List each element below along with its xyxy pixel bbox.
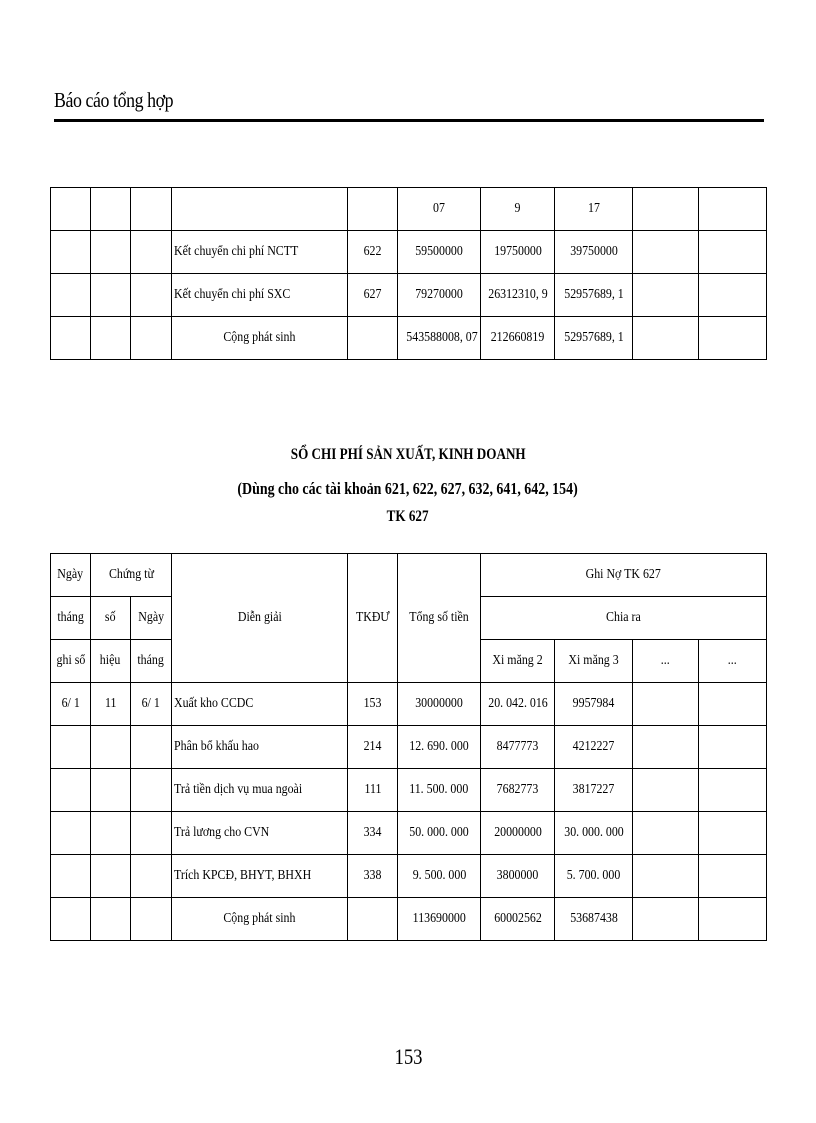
table-cell (91, 855, 131, 898)
table-cell: 212660819 (481, 317, 555, 360)
table-cell (633, 188, 699, 231)
table-cell: 59500000 (398, 231, 481, 274)
table-cell (699, 726, 767, 769)
col-chia-ra: Chia ra (481, 597, 767, 640)
table-cell: 3817227 (555, 769, 633, 812)
table-cell: 20. 042. 016 (481, 683, 555, 726)
table-cell (91, 231, 131, 274)
table-cell (51, 769, 91, 812)
table-cell: 79270000 (398, 274, 481, 317)
table-cell (348, 188, 398, 231)
table-cell: 6/ 1 (131, 683, 172, 726)
table-cell: Cộng phát sinh (172, 317, 348, 360)
col-ghi-no: Ghi Nợ TK 627 (481, 554, 767, 597)
col-ngay2-line2: tháng (131, 640, 172, 683)
table-cell (131, 317, 172, 360)
table-cell: 39750000 (555, 231, 633, 274)
table-cell: 214 (348, 726, 398, 769)
table-row (51, 683, 767, 726)
table-cell (633, 855, 699, 898)
ledger-table (50, 553, 767, 941)
table-cell: 11. 500. 000 (398, 769, 481, 812)
col-ngay-line2: tháng (51, 597, 91, 640)
table-cell: 543588008, 07 (398, 317, 481, 360)
table-cell: 6/ 1 (51, 683, 91, 726)
table-cell: 11 (91, 683, 131, 726)
table-cell (51, 188, 91, 231)
table-cell (91, 726, 131, 769)
table-cell (699, 812, 767, 855)
table-cell: Xuất kho CCDC (172, 683, 348, 726)
table-cell (633, 274, 699, 317)
table-cell: 60002562 (481, 898, 555, 941)
table-cell: Trích KPCĐ, BHYT, BHXH (172, 855, 348, 898)
table-cell (51, 812, 91, 855)
table-cell: Kết chuyển chi phí SXC (172, 274, 348, 317)
header-row-1 (51, 554, 767, 597)
table-cell (699, 769, 767, 812)
ledger-subtitle: (Dùng cho các tài khoản 621, 622, 627, 632, 641, 642, 154) (237, 479, 579, 498)
col-extra-2: ... (699, 640, 767, 683)
table-cell: 50. 000. 000 (398, 812, 481, 855)
table-row (51, 274, 767, 317)
table-cell: 9957984 (555, 683, 633, 726)
table-cell: 53687438 (555, 898, 633, 941)
table-cell: 4212227 (555, 726, 633, 769)
table-cell: Trả tiền dịch vụ mua ngoài (172, 769, 348, 812)
table-cell (633, 769, 699, 812)
table-cell (633, 317, 699, 360)
table-cell: 9. 500. 000 (398, 855, 481, 898)
table-cell: 52957689, 1 (555, 274, 633, 317)
table-cell: 153 (348, 683, 398, 726)
table-cell: 111 (348, 769, 398, 812)
table-cell (91, 898, 131, 941)
table-cell (91, 769, 131, 812)
table-cell (51, 231, 91, 274)
col-dien-giai: Diễn giải (172, 554, 348, 683)
table-cell: 338 (348, 855, 398, 898)
table-cell: 26312310, 9 (481, 274, 555, 317)
table-cell (348, 898, 398, 941)
table-cell (51, 855, 91, 898)
table-cell (131, 812, 172, 855)
table-cell: 07 (398, 188, 481, 231)
table-cell: Phân bổ khấu hao (172, 726, 348, 769)
table-cell: 20000000 (481, 812, 555, 855)
table-cell (699, 274, 767, 317)
table-cell: 12. 690. 000 (398, 726, 481, 769)
table-cell: 8477773 (481, 726, 555, 769)
table-cell: 30000000 (398, 683, 481, 726)
col-tong-so-tien: Tổng số tiền (398, 554, 481, 683)
col-ngay2-line1: Ngày (131, 597, 172, 640)
ledger-account: TK 627 (387, 508, 429, 525)
table-row (51, 898, 767, 941)
table-cell: Kết chuyển chi phí NCTT (172, 231, 348, 274)
table-cell: Trả lương cho CVN (172, 812, 348, 855)
table-cell: 622 (348, 231, 398, 274)
table-cell (91, 274, 131, 317)
col-xi-mang-3: Xi măng 3 (555, 640, 633, 683)
table-cell (51, 317, 91, 360)
table-cell: 17 (555, 188, 633, 231)
table-cell (131, 188, 172, 231)
table-cell (131, 274, 172, 317)
table-cell: 7682773 (481, 769, 555, 812)
table-row (51, 317, 767, 360)
table-cell: 3800000 (481, 855, 555, 898)
table-cell (131, 898, 172, 941)
col-so-line2: hiệu (91, 640, 131, 683)
table-cell (699, 855, 767, 898)
table-cell (131, 769, 172, 812)
table-cell (699, 898, 767, 941)
table-cell (699, 188, 767, 231)
table-cell: 9 (481, 188, 555, 231)
table-cell (91, 812, 131, 855)
col-tkdu: TKĐƯ (348, 554, 398, 683)
table-cell (633, 231, 699, 274)
col-extra-1: ... (633, 640, 699, 683)
table-cell (633, 683, 699, 726)
table-cell (91, 317, 131, 360)
table-cell: 52957689, 1 (555, 317, 633, 360)
table-cell: 30. 000. 000 (555, 812, 633, 855)
page-number: 153 (393, 1044, 423, 1069)
table-cell (91, 188, 131, 231)
table-cell: 113690000 (398, 898, 481, 941)
table-cell (633, 898, 699, 941)
col-ngay-line3: ghi sổ (51, 640, 91, 683)
table-cell (699, 231, 767, 274)
table-cell: 5. 700. 000 (555, 855, 633, 898)
table-cell: 627 (348, 274, 398, 317)
table-cell (172, 188, 348, 231)
table-cell: 334 (348, 812, 398, 855)
table-cell (51, 726, 91, 769)
table-cell (131, 231, 172, 274)
col-ngay-line1: Ngày (51, 554, 91, 597)
table-cell (699, 317, 767, 360)
page-header-title: Báo cáo tổng hợp (54, 88, 174, 112)
table-row (51, 769, 767, 812)
table-row (51, 812, 767, 855)
table-cell (633, 812, 699, 855)
table-row (51, 188, 767, 231)
table-cell: Cộng phát sinh (172, 898, 348, 941)
table-cell (131, 726, 172, 769)
summary-table (50, 187, 767, 360)
table-row (51, 231, 767, 274)
header-rule (54, 119, 764, 122)
col-xi-mang-2: Xi măng 2 (481, 640, 555, 683)
table-cell (633, 726, 699, 769)
table-cell (51, 898, 91, 941)
ledger-title: SỔ CHI PHÍ SẢN XUẤT, KINH DOANH (290, 446, 526, 463)
col-chung-tu: Chứng từ (91, 554, 172, 597)
table-cell (348, 317, 398, 360)
table-row (51, 855, 767, 898)
col-so-line1: số (91, 597, 131, 640)
table-cell (131, 855, 172, 898)
table-row (51, 726, 767, 769)
table-cell (699, 683, 767, 726)
table-cell (51, 274, 91, 317)
table-cell: 19750000 (481, 231, 555, 274)
